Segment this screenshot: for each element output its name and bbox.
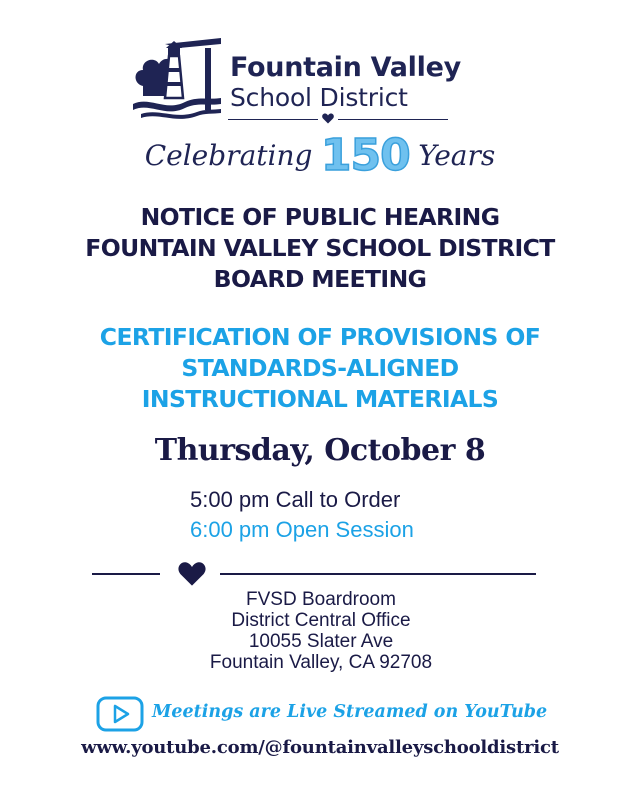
anniversary-number: 150 [320, 130, 410, 181]
org-name-line1: Fountain Valley [230, 52, 461, 83]
subject-line3: INSTRUCTIONAL MATERIALS [141, 385, 499, 413]
anniversary-banner [0, 130, 640, 180]
lighthouse-logo-icon [125, 26, 225, 126]
meeting-location [190, 589, 452, 673]
location-line4: Fountain Valley, CA 92708 [209, 652, 433, 673]
livestream-notice: Meetings are Live Streamed on YouTube [152, 702, 548, 722]
subject-line2: STANDARDS-ALIGNED [181, 354, 459, 382]
divider-left [92, 573, 160, 575]
org-name-line2: School District [230, 83, 408, 112]
heart-icon [322, 113, 334, 124]
heading-line3: BOARD MEETING [213, 265, 427, 293]
heading-line2: FOUNTAIN VALLEY SCHOOL DISTRICT [85, 234, 555, 262]
celebrating-text: Celebrating [144, 139, 313, 172]
notice-heading [0, 202, 640, 295]
logo-rule-left [228, 119, 318, 120]
location-line2: District Central Office [231, 610, 411, 631]
logo-rule-right [338, 119, 448, 120]
heading-line1: NOTICE OF PUBLIC HEARING [140, 203, 500, 231]
subject-line1: CERTIFICATION OF PROVISIONS OF [99, 323, 541, 351]
open-session-time: 6:00 pm Open Session [190, 517, 414, 542]
years-text: Years [418, 139, 496, 172]
location-line3: 10055 Slater Ave [248, 631, 394, 652]
divider-right [220, 573, 536, 575]
call-to-order-time: 5:00 pm Call to Order [190, 487, 401, 512]
play-button-icon[interactable] [96, 696, 144, 732]
youtube-link[interactable]: www.youtube.com/@fountainvalleyschooldistrict [81, 737, 559, 758]
subject-heading [0, 322, 640, 415]
location-line1: FVSD Boardroom [246, 589, 396, 610]
meeting-date: Thursday, October 8 [154, 433, 486, 468]
heart-icon [178, 561, 206, 587]
